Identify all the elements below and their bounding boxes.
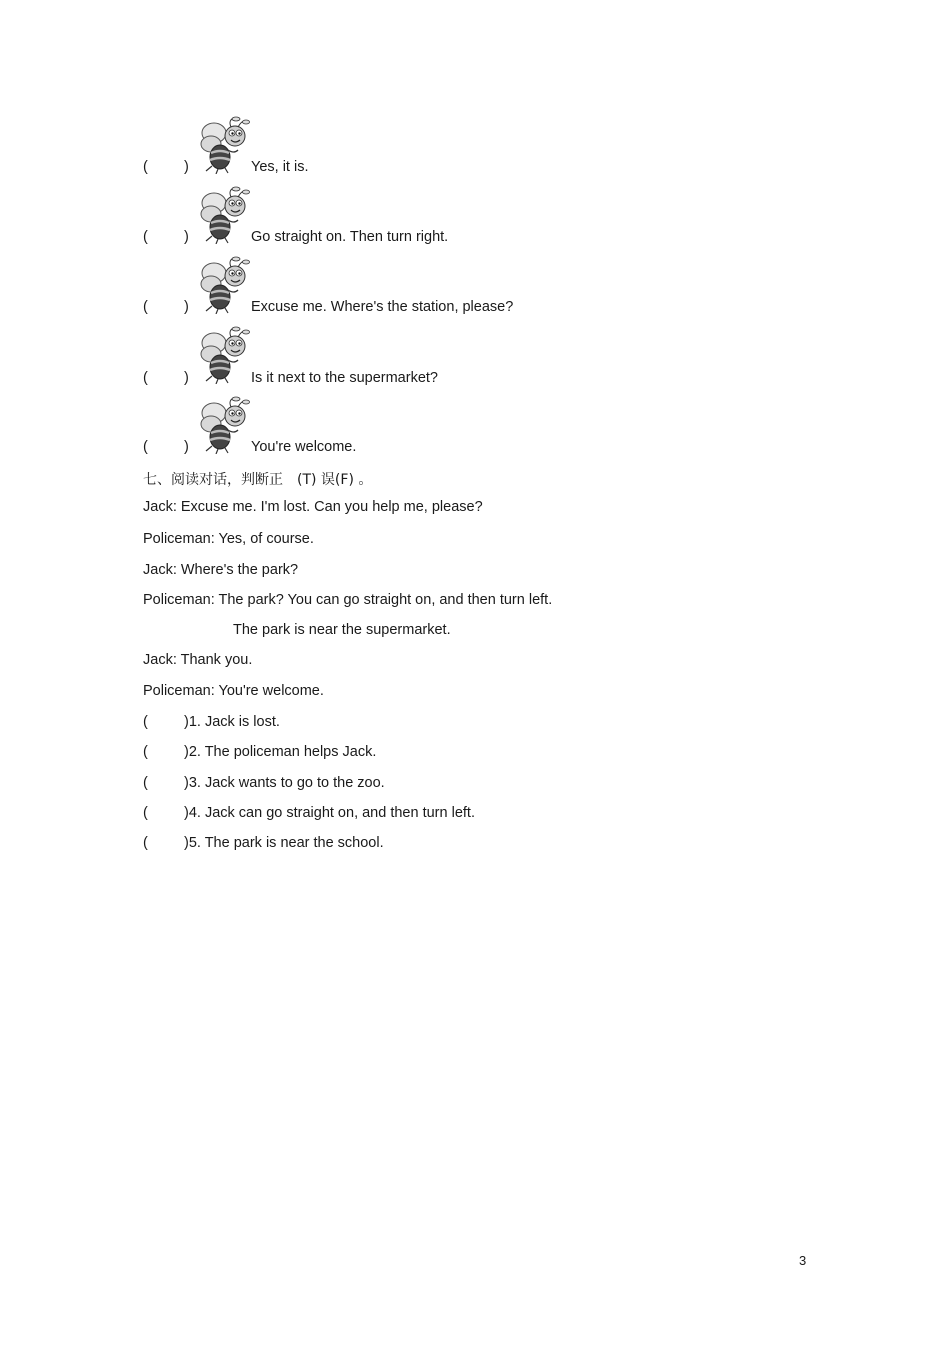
- matching-sentence: Is it next to the supermarket?: [251, 370, 438, 386]
- question-item: )4. Jack can go straight on, and then turn left.: [184, 805, 475, 821]
- bee-icon: [198, 186, 250, 244]
- answer-paren-close: ): [184, 370, 189, 386]
- section-heading: 七、阅读对话，判断正 (T) 误(F) 。: [143, 472, 373, 488]
- bee-icon: [198, 396, 250, 454]
- answer-paren-close: ): [184, 159, 189, 175]
- answer-paren-close: ): [184, 229, 189, 245]
- bee-icon: [198, 256, 250, 314]
- question-item: )3. Jack wants to go to the zoo.: [184, 775, 385, 791]
- answer-paren-open: (: [143, 835, 148, 851]
- page-number: 3: [799, 1253, 807, 1268]
- question-item: )5. The park is near the school.: [184, 835, 384, 851]
- dialogue-line: Jack: Where's the park?: [143, 562, 299, 578]
- dialogue-line: Jack: Thank you.: [143, 652, 253, 668]
- dialogue-line: Jack: Excuse me. I'm lost. Can you help me, please?: [143, 499, 483, 515]
- answer-paren-open: (: [143, 439, 148, 455]
- matching-sentence: You're welcome.: [251, 439, 357, 455]
- answer-paren-open: (: [143, 159, 148, 175]
- answer-paren-open: (: [143, 714, 148, 730]
- answer-paren-open: (: [143, 229, 148, 245]
- answer-paren-open: (: [143, 299, 148, 315]
- question-item: )2. The policeman helps Jack.: [184, 744, 377, 760]
- matching-sentence: Yes, it is.: [251, 159, 309, 175]
- bee-icon: [198, 326, 250, 384]
- answer-paren-close: ): [184, 299, 189, 315]
- question-item: )1. Jack is lost.: [184, 714, 280, 730]
- answer-paren-open: (: [143, 805, 148, 821]
- matching-sentence: Excuse me. Where's the station, please?: [251, 299, 514, 315]
- dialogue-line: Policeman: Yes, of course.: [143, 531, 314, 547]
- dialogue-line: Policeman: You're welcome.: [143, 683, 324, 699]
- bee-icon: [198, 116, 250, 174]
- dialogue-line: The park is near the supermarket.: [233, 622, 451, 638]
- answer-paren-open: (: [143, 775, 148, 791]
- dialogue-line: Policeman: The park? You can go straight on, and then turn left.: [143, 592, 553, 608]
- answer-paren-close: ): [184, 439, 189, 455]
- answer-paren-open: (: [143, 370, 148, 386]
- answer-paren-open: (: [143, 744, 148, 760]
- matching-sentence: Go straight on. Then turn right.: [251, 229, 449, 245]
